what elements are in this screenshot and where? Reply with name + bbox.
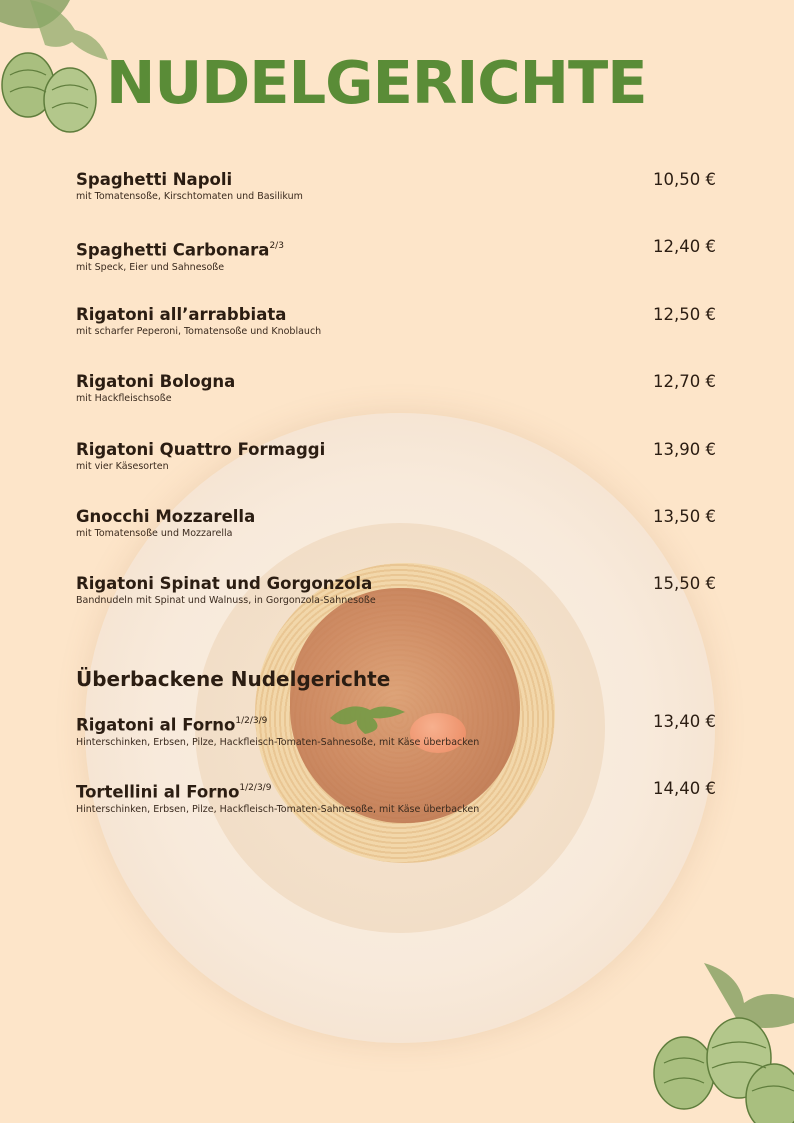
menu-item-name bbox=[76, 779, 716, 803]
menu-item-price: 13,90 € bbox=[653, 439, 716, 459]
menu-item-price: 13,50 € bbox=[653, 506, 716, 526]
menu-item-price: 12,50 € bbox=[653, 304, 716, 324]
menu-item-price: 12,40 € bbox=[653, 237, 716, 257]
menu-item bbox=[76, 305, 716, 372]
menu-item bbox=[76, 170, 716, 237]
dish-name: Gnocchi Mozzarella bbox=[76, 506, 256, 526]
dish-name: Spaghetti Napoli bbox=[76, 170, 233, 189]
dish-name: Spaghetti Carbonara bbox=[76, 240, 270, 260]
menu-item bbox=[76, 712, 716, 779]
menu-item-description: mit Speck, Eier und Sahnesoße bbox=[76, 261, 225, 273]
menu-item bbox=[76, 372, 716, 439]
menu-item-price: 13,40 € bbox=[653, 712, 716, 731]
menu-item-name bbox=[76, 170, 716, 190]
menu-item bbox=[76, 237, 716, 304]
dish-name: Rigatoni Spinat und Gorgonzola bbox=[76, 574, 373, 594]
dish-name: Rigatoni Bologna bbox=[76, 372, 236, 392]
menu-item-name bbox=[76, 712, 716, 736]
menu-item-name bbox=[76, 507, 716, 527]
dish-name: Tortellini al Forno bbox=[76, 782, 240, 802]
allergen-footnote: 1/2/3/9 bbox=[239, 783, 272, 794]
menu-item bbox=[76, 507, 716, 574]
menu-list bbox=[76, 170, 716, 642]
menu-item-description: Hinterschinken, Erbsen, Pilze, Hackfleisch-Tomaten-Sahnesoße, mit Käse überbacken bbox=[76, 803, 480, 815]
menu-item-description: mit Tomatensoße, Kirschtomaten und Basilikum bbox=[76, 191, 303, 202]
menu-item-description: Hinterschinken, Erbsen, Pilze, Hackfleisch-Tomaten-Sahnesoße, mit Käse überbacken bbox=[76, 736, 480, 748]
menu-item bbox=[76, 574, 716, 641]
hop-icon bbox=[0, 0, 110, 135]
dish-name: Rigatoni Quattro Formaggi bbox=[76, 439, 326, 459]
hop-icon bbox=[644, 963, 794, 1123]
allergen-footnote: 2/3 bbox=[269, 241, 284, 252]
menu-item-name bbox=[76, 574, 716, 594]
dish-name: Rigatoni al Forno bbox=[76, 715, 236, 735]
menu-item-description: mit Tomatensoße und Mozzarella bbox=[76, 527, 233, 539]
menu-item-name bbox=[76, 305, 716, 325]
menu-list-baked bbox=[76, 712, 716, 847]
menu-item-price: 14,40 € bbox=[653, 779, 716, 799]
dish-name: Rigatoni all’arrabbiata bbox=[76, 304, 287, 324]
menu-item-name bbox=[76, 440, 716, 460]
menu-item-description: Bandnudeln mit Spinat und Walnuss, in Gorgonzola-Sahnesoße bbox=[76, 595, 376, 607]
menu-item-description: mit Hackfleischsoße bbox=[76, 393, 172, 405]
page-title: NUDELGERICHTE bbox=[106, 48, 647, 117]
menu-item bbox=[76, 779, 716, 846]
menu-item bbox=[76, 440, 716, 507]
menu-item-description: mit scharfer Peperoni, Tomatensoße und Knoblauch bbox=[76, 325, 322, 337]
menu-item-name bbox=[76, 237, 716, 261]
menu-item-price: 15,50 € bbox=[653, 574, 716, 594]
section-title: Überbackene Nudelgerichte bbox=[76, 667, 391, 691]
menu-item-price: 10,50 € bbox=[653, 170, 716, 189]
allergen-footnote: 1/2/3/9 bbox=[235, 716, 268, 726]
menu-item-name bbox=[76, 372, 716, 392]
menu-item-description: mit vier Käsesorten bbox=[76, 460, 169, 472]
menu-item-price: 12,70 € bbox=[653, 372, 716, 392]
